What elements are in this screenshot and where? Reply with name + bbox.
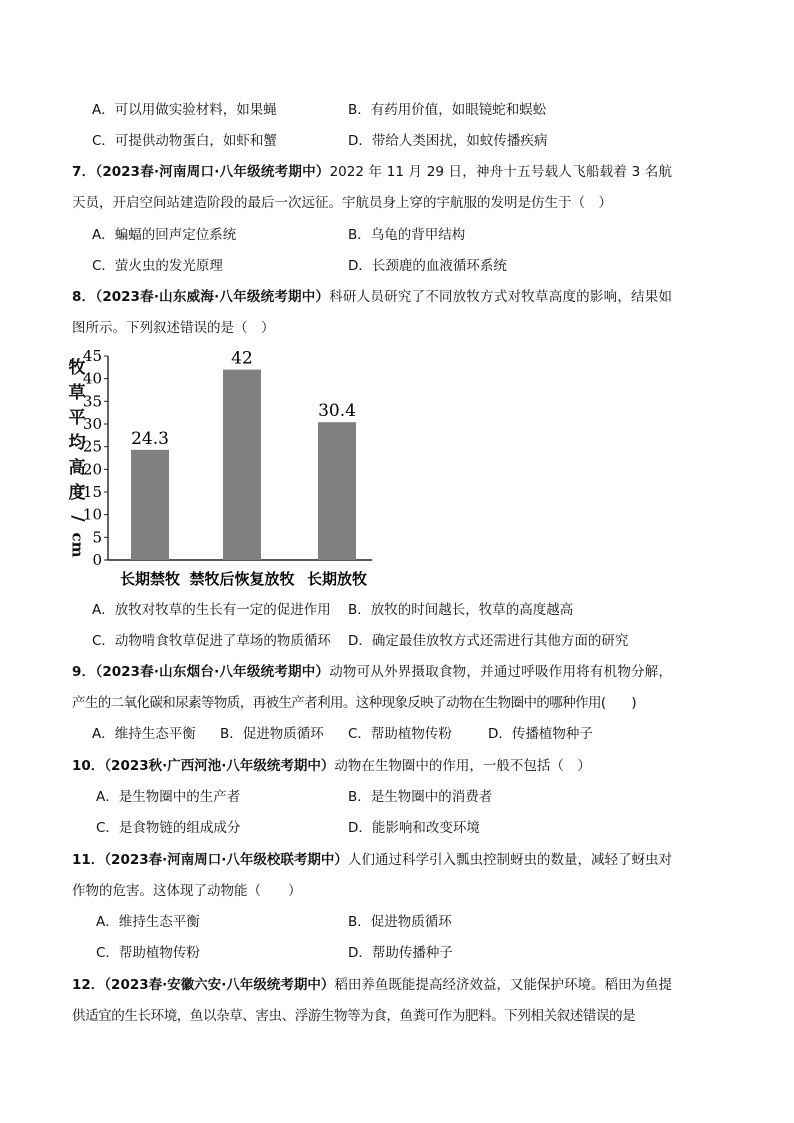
bar — [223, 370, 261, 560]
q10-option-a: A．是生物圈中的生产者 — [96, 789, 241, 805]
y-tick-label: 20 — [82, 460, 102, 479]
q11-source: （2023春·河南周口·八年级校联考期中） — [104, 852, 348, 868]
bar-chart — [66, 344, 386, 594]
q12-number: 12． — [72, 977, 105, 993]
q12-stem-line2: 供适宜的生长环境，鱼以杂草、害虫、浮游生物等为食，鱼粪可作为肥料。下列相关叙述错误的是 — [72, 1008, 636, 1024]
ylabel-char: 高 — [68, 458, 86, 478]
q7-source: （2023春·河南周口·八年级统考期中） — [95, 164, 330, 180]
q11-stem-line1 — [72, 850, 672, 870]
q12-source: （2023春·安徽六安·八年级统考期中） — [104, 977, 335, 993]
q6-option-a: A．可以用做实验材料，如果蝇 — [92, 102, 277, 118]
ylabel-char: 平 — [68, 408, 86, 428]
q11-option-b: B．促进物质循环 — [348, 914, 452, 930]
q7-option-d: D．长颈鹿的血液循环系统 — [348, 258, 507, 274]
q8-stem-line1 — [72, 287, 672, 307]
q7-stem-line2: 天员，开启空间站建造阶段的最后一次远征。宇航员身上穿的宇航服的发明是仿生于（ ） — [72, 195, 612, 211]
q12-stem-line1 — [72, 975, 672, 995]
y-tick-label: 35 — [82, 392, 102, 411]
q8-option-d: D．确定最佳放牧方式还需进行其他方面的研究 — [348, 633, 629, 649]
q10-option-d: D．能影响和改变环境 — [348, 820, 480, 836]
q9-stem-line2: 产生的二氧化碳和尿素等物质，再被生产者利用。这种现象反映了动物在生物圈中的哪种作用( ) — [72, 695, 637, 711]
x-category-label: 长期禁牧 — [119, 570, 181, 588]
q11-option-c: C．帮助植物传粉 — [96, 945, 200, 961]
q9-source: （2023春·山东烟台·八年级统考期中） — [95, 664, 330, 680]
q12-stem-text: 稻田养鱼既能提高经济效益，又能保护环境。稻田为鱼提 — [334, 977, 672, 993]
q6-option-d: D．带给人类困扰，如蚊传播疾病 — [348, 133, 548, 149]
q9-option-a: A．维持生态平衡 — [92, 726, 196, 742]
q9-option-b: B．促进物质循环 — [220, 726, 324, 742]
q7-stem-text: 2022 年 11 月 29 日，神舟十五号载人飞船载着 3 名航 — [329, 164, 672, 180]
q11-stem-text: 人们通过科学引入瓢虫控制蚜虫的数量，减轻了蚜虫对 — [347, 852, 672, 868]
y-tick-label: 30 — [82, 415, 102, 433]
q8-stem-line2: 图所示。下列叙述错误的是（ ） — [72, 320, 275, 336]
q8-source: （2023春·山东威海·八年级统考期中） — [95, 289, 330, 305]
q10-option-c: C．是食物链的组成成分 — [96, 820, 241, 836]
ylabel-char: cm — [68, 532, 87, 558]
q9-number: 9． — [72, 664, 96, 680]
ylabel-char: 牧 — [68, 358, 86, 378]
y-tick-label: 0 — [92, 551, 102, 569]
bar — [131, 450, 169, 560]
q6-option-b: B．有药用价值，如眼镜蛇和蜈蚣 — [348, 102, 547, 118]
y-tick-label: 40 — [82, 369, 102, 388]
q8-option-b: B．放牧的时间越长，牧草的高度越高 — [348, 602, 574, 618]
q11-option-a: A．维持生态平衡 — [96, 914, 200, 930]
q10-stem-text: 动物在生物圈中的作用，一般不包括（ ） — [334, 758, 591, 774]
q8-option-c: C．动物啃食牧草促进了草场的物质循环 — [92, 633, 331, 649]
q8-number: 8． — [72, 289, 96, 305]
q9-option-c: C．帮助植物传粉 — [348, 726, 452, 742]
q10-stem-line1 — [72, 756, 591, 776]
q11-stem-line2: 作物的危害。这体现了动物能（ ） — [72, 883, 302, 899]
y-tick-label: 15 — [82, 483, 102, 501]
ylabel-char: / — [67, 515, 88, 522]
q6-option-c: C．可提供动物蛋白，如虾和蟹 — [92, 133, 277, 149]
ylabel-char: 均 — [68, 433, 86, 453]
ylabel-char: 草 — [68, 383, 86, 403]
q10-option-b: B．是生物圈中的消费者 — [348, 789, 493, 805]
bar-data-label: 24.3 — [131, 428, 169, 449]
q11-option-d: D．帮助传播种子 — [348, 945, 453, 961]
bar-data-label: 42 — [231, 348, 253, 369]
q11-number: 11． — [72, 852, 105, 868]
q8-stem-text: 科研人员研究了不同放牧方式对牧草高度的影响，结果如 — [329, 289, 672, 305]
ylabel-char: 度 — [68, 483, 86, 503]
y-tick-label: 25 — [82, 437, 102, 456]
x-category-label: 禁牧后恢复放牧 — [189, 570, 295, 588]
x-category-label: 长期放牧 — [306, 570, 368, 588]
q7-option-b: B．乌龟的背甲结构 — [348, 227, 466, 243]
bar-data-label: 30.4 — [318, 401, 356, 422]
q10-number: 10． — [72, 758, 105, 774]
q9-stem-line1 — [72, 662, 672, 682]
q9-stem-text: 动物可从外界摄取食物，并通过呼吸作用将有机物分解， — [329, 664, 672, 680]
y-tick-label: 45 — [82, 347, 102, 365]
y-tick-label: 5 — [92, 528, 102, 547]
bar — [318, 422, 356, 560]
q7-option-a: A．蝙蝠的回声定位系统 — [92, 227, 237, 243]
q9-option-d: D．传播植物种子 — [488, 726, 593, 742]
q10-source: （2023秋·广西河池·八年级统考期中） — [104, 758, 335, 774]
q7-stem-line1 — [72, 162, 672, 182]
q7-number: 7． — [72, 164, 96, 180]
y-tick-label: 10 — [82, 505, 102, 524]
q8-option-a: A．放牧对牧草的生长有一定的促进作用 — [92, 602, 331, 618]
q7-option-c: C．萤火虫的发光原理 — [92, 258, 223, 274]
